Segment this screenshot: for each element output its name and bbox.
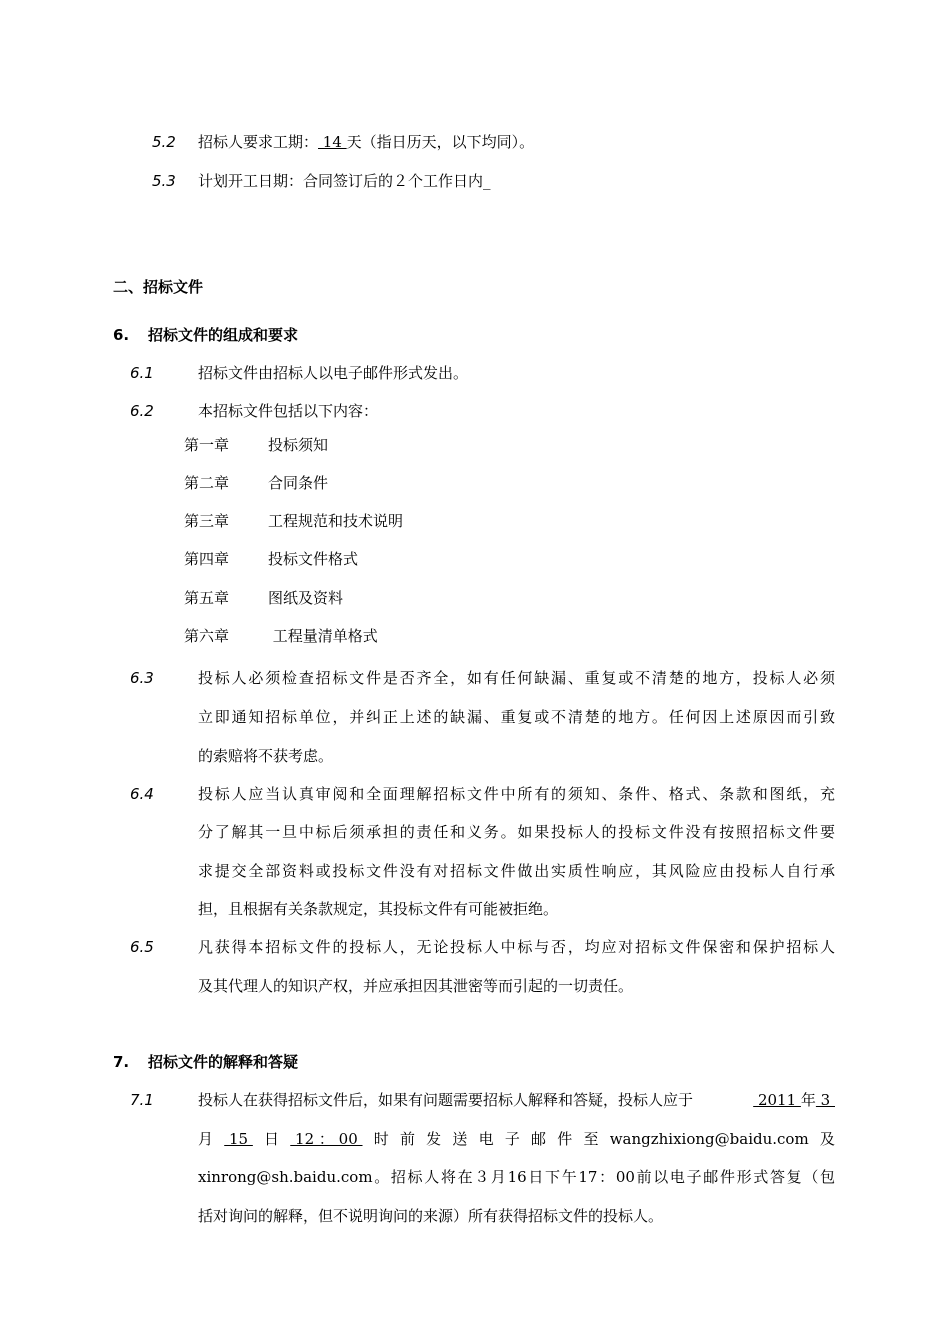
line-token: 邮	[531, 1130, 547, 1148]
item-number-7-1: 7.1	[130, 1091, 154, 1109]
item-6-5-line: 凡获得本招标文件的投标人，无论投标人中标与否，均应对招标文件保密和保护招标人	[198, 938, 835, 956]
chapter-number: 第六章	[184, 627, 230, 645]
chapter-number: 第二章	[184, 474, 230, 492]
line-token: 前	[399, 1130, 415, 1148]
duration-value: 14	[318, 133, 347, 151]
item-number-6-2: 6.2	[130, 402, 154, 420]
item-number-6-4: 6.4	[130, 785, 154, 803]
line-token: 子	[504, 1130, 520, 1148]
item-6-3-line: 立即通知招标单位，并纠正上述的缺漏、重复或不清楚的地方。任何因上述原因而引致	[198, 708, 835, 726]
item-6-2-text: 本招标文件包括以下内容：	[198, 402, 379, 420]
item-number-6-3: 6.3	[130, 669, 154, 687]
chapter-name: 投标文件格式	[268, 550, 359, 568]
item-5-3-text: 计划开工日期：合同签订后的２个工作日内_	[198, 172, 491, 190]
chapter-item	[184, 511, 404, 531]
item-7-1-line	[198, 1090, 835, 1110]
year-unit: 年	[800, 1091, 816, 1109]
chapter-item	[184, 473, 329, 493]
item-number-6-1: 6.1	[130, 364, 154, 382]
clause-7-number: 7.	[113, 1053, 130, 1071]
deadline-day: 15	[224, 1130, 253, 1148]
clause-6-number: 6.	[113, 326, 130, 344]
deadline-date	[753, 1090, 835, 1110]
item-6-4-line: 投标人应当认真审阅和全面理解招标文件中所有的须知、条件、格式、条款和图纸，充	[198, 785, 835, 803]
item-6-3-line: 投标人必须检查招标文件是否齐全，如有任何缺漏、重复或不清楚的地方，投标人必须	[198, 669, 835, 687]
line-token: 月	[198, 1130, 214, 1148]
line-token: 电	[478, 1130, 494, 1148]
chapter-number: 第五章	[184, 589, 230, 607]
chapter-item	[184, 588, 344, 608]
chapter-name: 投标须知	[268, 436, 329, 454]
clause-7-heading	[113, 1052, 299, 1072]
item-7-1-line: xinrong@sh.baidu.com。招标人将在３月16日下午17：00前以电子邮件形式答复（包	[198, 1168, 835, 1186]
chapter-number: 第三章	[184, 512, 230, 530]
email-address: wangzhixiong@baidu.com	[609, 1130, 809, 1148]
item-5-2-label: 招标人要求工期：	[198, 133, 319, 151]
chapter-name: 工程量清单格式	[268, 627, 378, 645]
deadline-time: 12 ： 00	[290, 1130, 363, 1148]
clause-7-title: 招标文件的解释和答疑	[148, 1053, 299, 1071]
item-6-1-text: 招标文件由招标人以电子邮件形式发出。	[198, 364, 469, 382]
clause-6-heading	[113, 325, 299, 345]
item-6-5-line: 及其代理人的知识产权，并应承担因其泄密等而引起的一切责任。	[198, 977, 634, 995]
chapter-item	[184, 435, 329, 455]
line-token: 至	[583, 1130, 599, 1148]
item-number-6-5: 6.5	[130, 938, 154, 956]
deadline-year: 2011	[753, 1091, 801, 1109]
item-6-4-line: 担，且根据有关条款规定，其投标文件有可能被拒绝。	[198, 900, 559, 918]
item-5-2-text	[198, 132, 534, 152]
item-number-5-2: 5.2	[152, 133, 176, 151]
item-number-5-3: 5.3	[152, 172, 176, 190]
line-token: 时	[373, 1130, 389, 1148]
item-7-1-line: 括对询问的解释，但不说明询问的来源）所有获得招标文件的投标人。	[198, 1207, 664, 1225]
item-5-2-suffix: 天（指日历天，以下均同）。	[346, 133, 535, 151]
item-6-4-line: 分了解其一旦中标后须承担的责任和义务。如果投标人的投标文件没有按照招标文件要	[198, 823, 835, 841]
line-token: 发	[426, 1130, 442, 1148]
clause-6-title: 招标文件的组成和要求	[148, 326, 299, 344]
deadline-month: 3	[815, 1091, 835, 1109]
section-heading-2: 二、招标文件	[113, 278, 204, 296]
chapter-item	[184, 549, 359, 569]
chapter-name: 图纸及资料	[268, 589, 344, 607]
chapter-item	[184, 626, 378, 646]
item-6-4-line: 求提交全部资料或投标文件没有对招标文件做出实质性响应，其风险应由投标人自行承	[198, 862, 835, 880]
chapter-name: 合同条件	[268, 474, 329, 492]
item-7-1-text: 投标人在获得招标文件后，如果有问题需要招标人解释和答疑，投标人应于	[198, 1091, 694, 1109]
chapter-number: 第四章	[184, 550, 230, 568]
item-6-3-line: 的索赔将不获考虑。	[198, 747, 334, 765]
line-token: 及	[819, 1130, 835, 1148]
line-token: 送	[452, 1130, 468, 1148]
chapter-name: 工程规范和技术说明	[268, 512, 404, 530]
chapter-number: 第一章	[184, 436, 230, 454]
item-7-1-line	[198, 1129, 835, 1149]
line-token: 日	[264, 1130, 280, 1148]
line-token: 件	[557, 1130, 573, 1148]
